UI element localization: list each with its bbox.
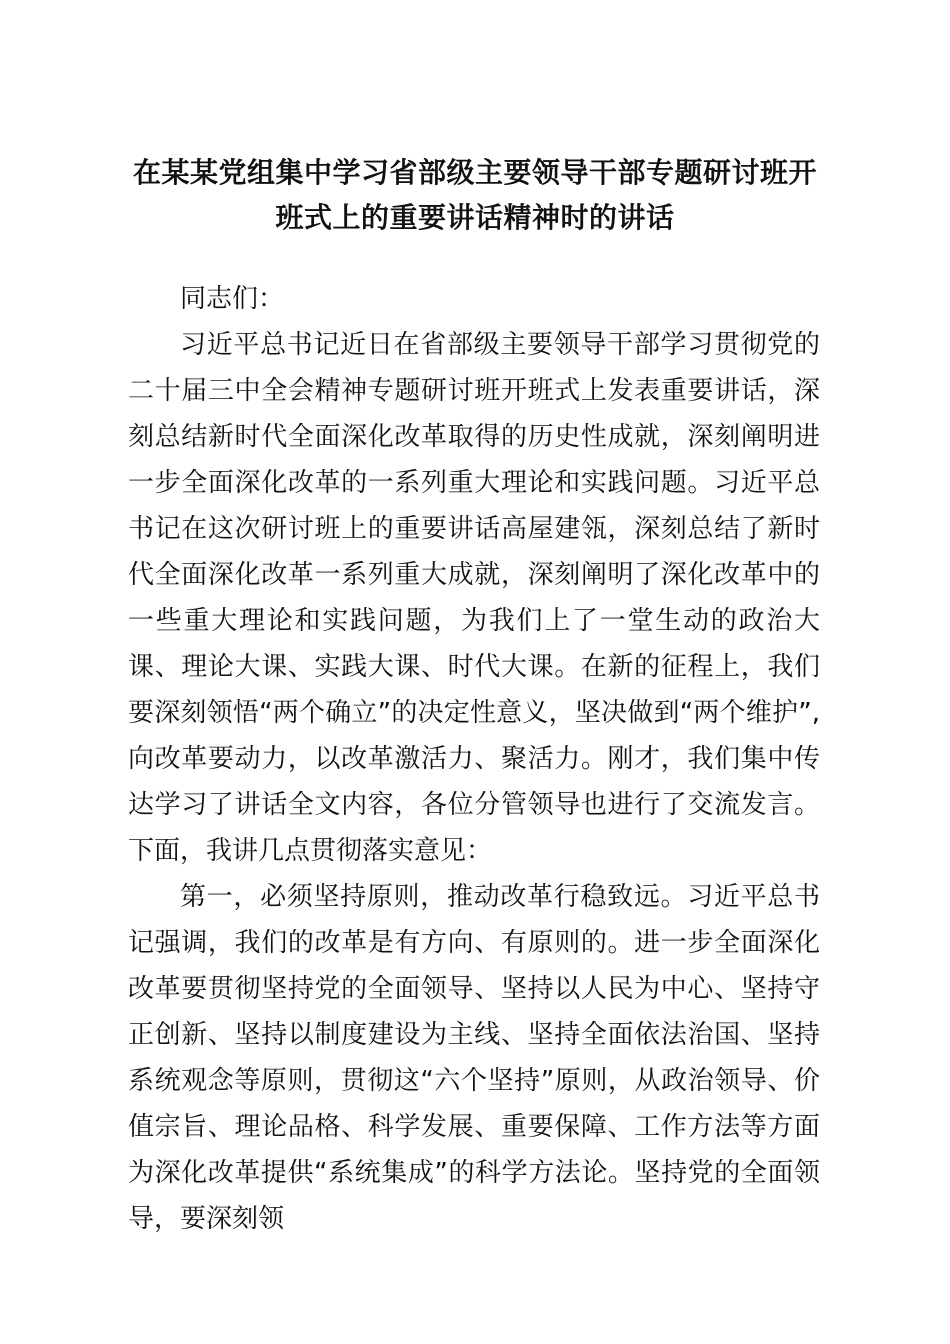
document-body [128, 276, 820, 1242]
salutation: 同志们： [180, 284, 285, 314]
paragraph-2: 第一，必须坚持原则，推动改革行稳致远。习近平总书记强调，我们的改革是有方向、有原则的。进一步全面深化改革要贯彻坚持党的全面领导、坚持以人民为中心、坚持守正创新、坚持以制度建设为主线、坚持全面依法治国、坚持系统观念等原则，贯彻这“六个坚持”原则，从政治领导、价值宗旨、理论品格、科学发展、重要保障、工作方法等方面为深化改革提供“系统集成”的科学方法论。坚持党的全面领导，要深刻领 [128, 882, 820, 1234]
document-title: 在某某党组集中学习省部级主要领导干部专题研讨班开班式上的重要讲话精神时的讲话 [132, 156, 817, 234]
paragraph-1: 习近平总书记近日在省部级主要领导干部学习贯彻党的二十届三中全会精神专题研讨班开班式上发表重要讲话，深刻总结新时代全面深化改革取得的历史性成就，深刻阐明进一步全面深化改革的一系列重大理论和实践问题。习近平总书记在这次研讨班上的重要讲话高屋建瓴，深刻总结了新时代全面深化改革一系列重大成就，深刻阐明了深化改革中的一些重大理论和实践问题，为我们上了一堂生动的政治大课、理论大课、实践大课、时代大课。在新的征程上，我们要深刻领悟“两个确立”的决定性意义，坚决做到“两个维护”,向改革要动力，以改革激活力、聚活力。刚才，我们集中传达学习了讲话全文内容，各位分管领导也进行了交流发言。下面，我讲几点贯彻落实意见： [128, 330, 820, 866]
